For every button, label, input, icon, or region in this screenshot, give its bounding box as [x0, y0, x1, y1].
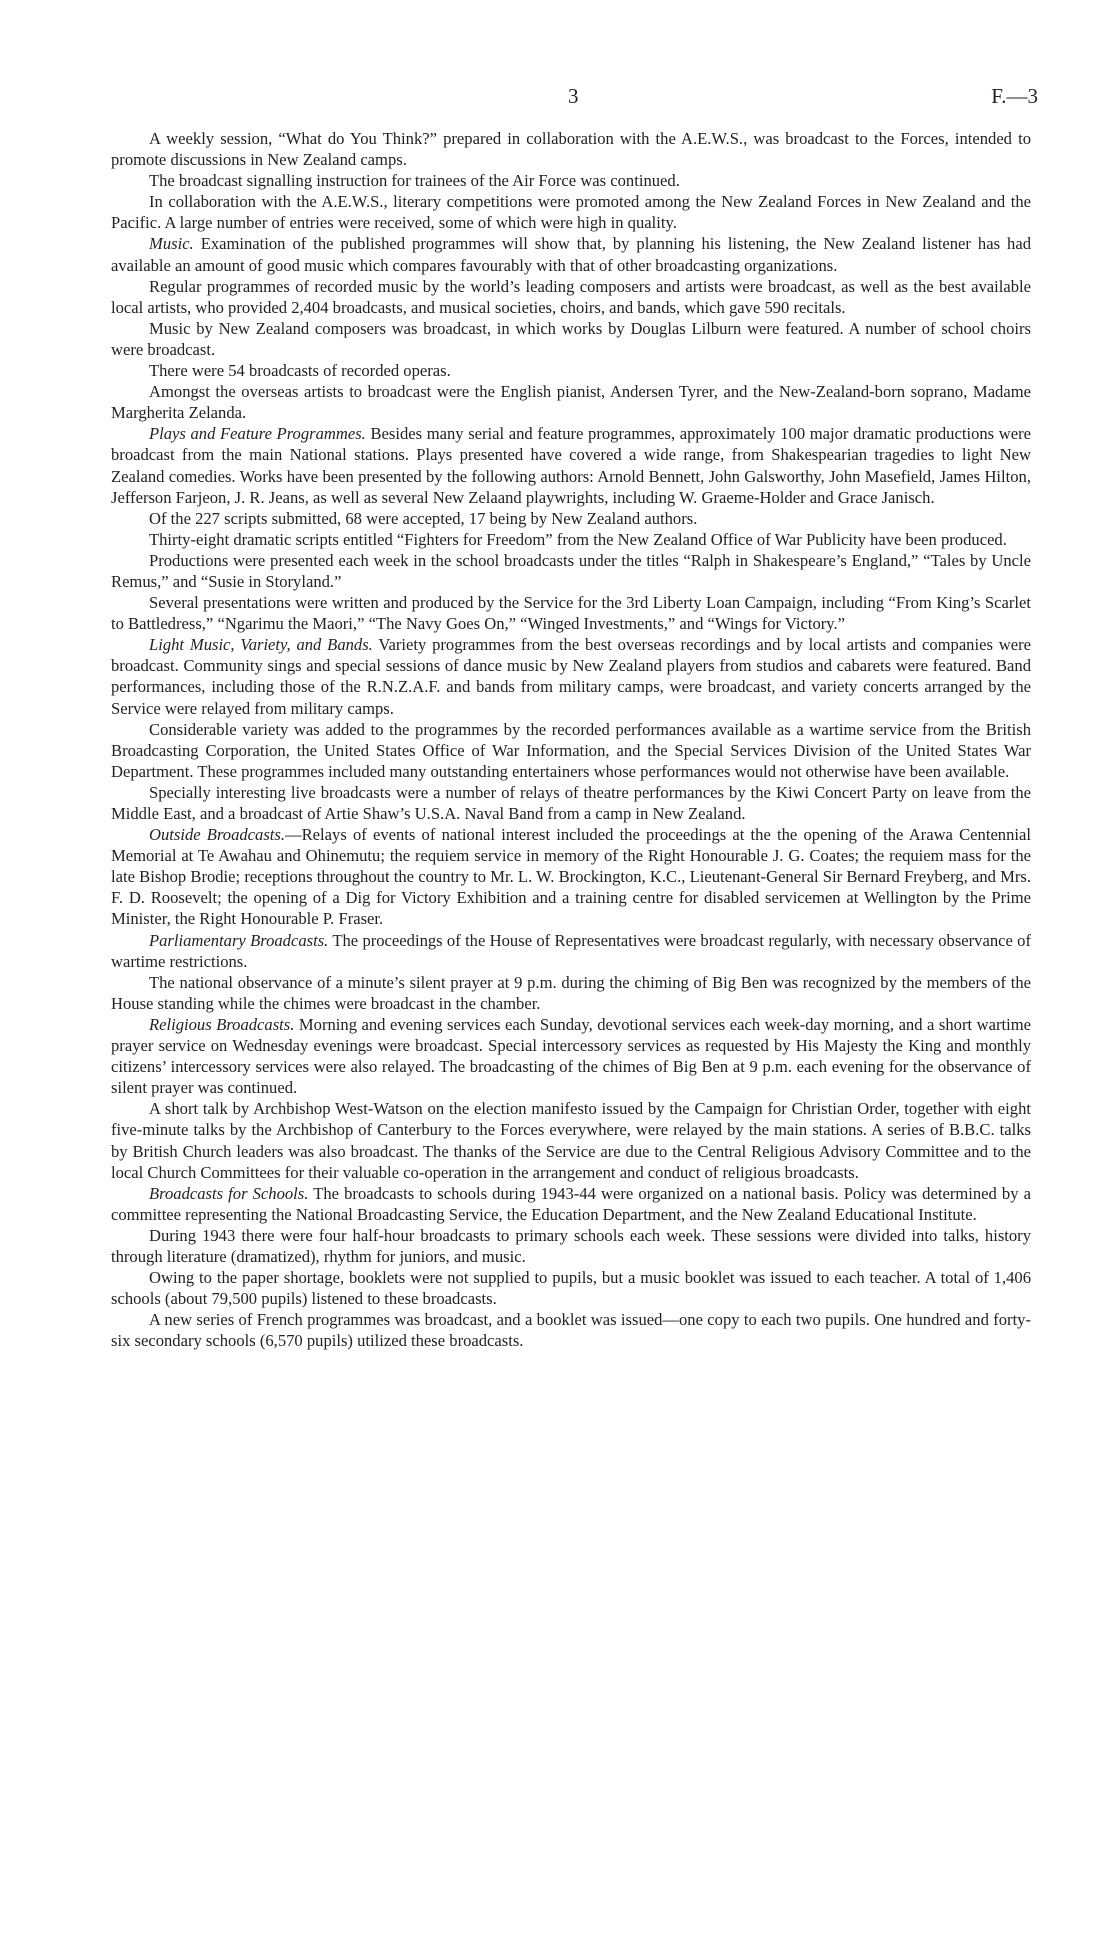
section-heading: Music.	[149, 234, 194, 254]
paragraph: Light Music, Variety, and Bands. Variety programmes from the best overseas recordings and by local artists and companies were broadcast. Community sings and special sessions of dance music by New Zealand players from studios and cabarets were featured. Band performances, including those of the R.N.Z.A.F. and bands from military camps, were broadcast, and variety concerts arranged by the Service were relayed from military camps.	[111, 635, 1031, 718]
body-text	[111, 128, 1031, 1351]
paragraph: Plays and Feature Programmes. Besides many serial and feature programmes, approximately 100 major dramatic productions were broadcast from the main National stations. Plays presented have covered a wide range, from Shakespearian tragedies to light New Zealand comedies. Works have been presented by the following authors: Arnold Bennett, John Galsworthy, John Masefield, James Hilton, Jefferson Farjeon, J. R. Jeans, as well as several New Zelaand playwrights, including W. Graeme-Holder and Grace Janisch.	[111, 424, 1031, 507]
paragraph: Considerable variety was added to the programmes by the recorded performances available as a wartime service from the British Broadcasting Corporation, the United States Office of War Information, and the Special Services Division of the United States War Department. These programmes included many outstanding entertainers whose performances would not otherwise have been available.	[111, 719, 1031, 781]
section-heading: Parliamentary Broadcasts.	[149, 930, 329, 950]
paragraph: Music. Examination of the published programmes will show that, by planning his listening, the New Zealand listener has had available an amount of good music which compares favourably with that of other broadcasting organizations.	[111, 234, 1031, 275]
document-reference: F.—3	[991, 84, 1038, 108]
paragraph: Regular programmes of recorded music by the world’s leading composers and artists were broadcast, as well as the best available local artists, who provided 2,404 broadcasts, and musical societies, choirs, and bands, which gave 590 recitals.	[111, 276, 1031, 317]
paragraph: Parliamentary Broadcasts. The proceedings of the House of Representatives were broadcast regularly, with necessary observance of wartime restrictions.	[111, 930, 1032, 971]
page-header	[0, 84, 1114, 114]
paragraph: A weekly session, “What do You Think?” prepared in collaboration with the A.E.W.S., was broadcast to the Forces, intended to promote discussions in New Zealand camps.	[111, 129, 1031, 170]
paragraph: Religious Broadcasts. Morning and evening services each Sunday, devotional services each week-day morning, and a short wartime prayer service on Wednesday evenings were broadcast. Special intercessory services as requested by His Majesty the King and monthly citizens’ intercessory services were also relayed. The broadcasting of the chimes of Big Ben at 9 p.m. each evening for the observance of silent prayer was continued.	[111, 1014, 1031, 1098]
paragraph: Of the 227 scripts submitted, 68 were accepted, 17 being by New Zealand authors.	[149, 508, 698, 528]
paragraph: A new series of French programmes was broadcast, and a booklet was issued—one copy to each two pupils. One hundred and forty-six secondary schools (6,570 pupils) utilized these broadcasts.	[111, 1310, 1031, 1351]
page-number: 3	[568, 84, 579, 108]
paragraph: Several presentations were written and produced by the Service for the 3rd Liberty Loan Campaign, including “From King’s Scarlet to Battledress,” “Ngarimu the Maori,” “The Navy Goes On,” “Winged Investments,” and “Wings for Victory.”	[111, 593, 1031, 634]
paragraph: Broadcasts for Schools. The broadcasts to schools during 1943-44 were organized on a national basis. Policy was determined by a committee representing the National Broadcasting Service, the Education Department, and the New Zealand Educational Institute.	[111, 1183, 1031, 1224]
paragraph: A short talk by Archbishop West-Watson on the election manifesto issued by the Campaign for Christian Order, together with eight five-minute talks by the Archbishop of Canterbury to the Forces everywhere, were relayed by the main stations. A series of B.B.C. talks by British Church leaders was also broadcast. The thanks of the Service are due to the Central Religious Advisory Committee and to the local Church Committees for their valuable co-operation in the arrangement and conduct of religious broadcasts.	[111, 1099, 1031, 1182]
paragraph: Music by New Zealand composers was broadcast, in which works by Douglas Lilburn were featured. A number of school choirs were broadcast.	[111, 318, 1031, 359]
paragraph: Amongst the overseas artists to broadcast were the English pianist, Andersen Tyrer, and the New-Zealand-born soprano, Madame Margherita Zelanda.	[111, 382, 1031, 423]
paragraph: Outside Broadcasts.—Relays of events of national interest included the proceedings at the the opening of the Arawa Centennial Memorial at Te Awahau and Ohinemutu; the requiem service in memory of the Right Honourable J. G. Coates; the requiem mass for the late Bishop Brodie; receptions throughout the country to Mr. L. W. Brockington, K.C., Lieutenant-General Sir Bernard Freyberg, and Mrs. F. D. Roosevelt; the opening of a Dig for Victory Exhibition and a training centre for disabled servicemen at Wellington by the Prime Minister, the Right Honourable P. Fraser.	[111, 825, 1031, 929]
paragraph: In collaboration with the A.E.W.S., literary competitions were promoted among the New Zealand Forces in New Zealand and the Pacific. A large number of entries were received, some of which were high in quality.	[111, 192, 1031, 233]
section-heading: Outside Broadcasts.	[149, 825, 286, 845]
paragraph: Owing to the paper shortage, booklets were not supplied to pupils, but a music booklet was issued to each teacher. A total of 1,406 schools (about 79,500 pupils) listened to these broadcasts.	[111, 1268, 1031, 1309]
section-heading: Light Music, Variety, and Bands.	[149, 635, 373, 655]
section-heading: Plays and Feature Programmes.	[149, 424, 366, 444]
paragraph: During 1943 there were four half-hour broadcasts to primary schools each week. These sessions were divided into talks, history through literature (dramatized), rhythm for juniors, and music.	[111, 1225, 1031, 1266]
paragraph: The broadcast signalling instruction for trainees of the Air Force was continued.	[149, 171, 680, 191]
paragraph: Specially interesting live broadcasts were a number of relays of theatre performances by the Kiwi Concert Party on leave from the Middle East, and a broadcast of Artie Shaw’s U.S.A. Naval Band from a camp in New Zealand.	[111, 782, 1031, 823]
paragraph: Productions were presented each week in the school broadcasts under the titles “Ralph in Shakespeare’s England,” “Tales by Uncle Remus,” and “Susie in Storyland.”	[111, 550, 1031, 591]
section-heading: Broadcasts for Schools.	[149, 1183, 309, 1203]
paragraph: The national observance of a minute’s silent prayer at 9 p.m. during the chiming of Big Ben was recognized by the members of the House standing while the chimes were broadcast in the chamber.	[111, 972, 1031, 1013]
paragraph: There were 54 broadcasts of recorded operas.	[149, 361, 451, 381]
section-heading: Religious Broadcasts.	[149, 1014, 295, 1034]
paragraph: Thirty-eight dramatic scripts entitled “Fighters for Freedom” from the New Zealand Office of War Publicity have been produced.	[149, 529, 1007, 549]
